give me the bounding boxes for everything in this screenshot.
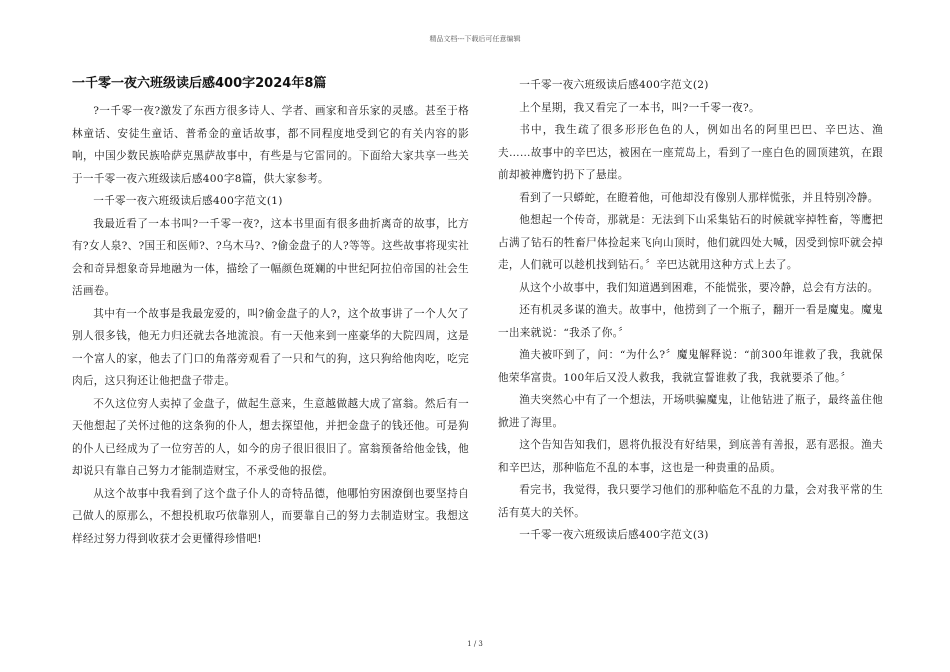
body-paragraph: 看到了一只蟒蛇，在瞪着他，可他却没有像别人那样慌张，并且特别冷静。 [519,191,879,204]
right-column [498,74,883,547]
body-paragraph: 这个告知告知我们，恩将仇报没有好结果，到底善有善报，恶有恶报。渔夫和辛巴达，那种临危不乱的本事，这也是一种贵重的品质。 [498,439,883,474]
intro-paragraph: ?一千零一夜?激发了东西方很多诗人、学者、画家和音乐家的灵感。甚至于格林童话、安徒生童话、普希金的童话故事，都不同程度地受到它的有关内容的影响，中国少数民族哈萨克黑萨故事中，有些是与它雷同的。下面给大家共享一些关于一千零一夜六班级读后感400字8篇，供大家参考。 [72,105,469,185]
body-paragraph: 渔夫被吓到了，问：“为什么?〞魔鬼解释说：“前300年谁救了我，我就保他荣华富贵。100年后又没人救我，我就宣誓谁救了我，我就要杀了他。〞 [498,349,883,384]
section-heading-2: 一千零一夜六班级读后感400字范文(2) [519,79,709,91]
document-title: 一千零一夜六班级读后感400字2024年8篇 [72,76,327,91]
body-paragraph: 其中有一个故事是我最宠爱的，叫?偷金盘子的人?，这个故事讲了一个人欠了别人很多钱，他无力归还就去各地流浪。有一天他来到一座豪华的大院四周，这是一个富人的家，他去了门口的角落旁观看了一只和气的狗，这只狗给他肉吃，吃完肉后，这只狗还让他把盘子带走。 [72,307,469,387]
section-heading-3: 一千零一夜六班级读后感400字范文(3) [519,529,709,541]
body-paragraph: 上个星期，我又看完了一本书，叫?一千零一夜?。 [519,101,760,114]
body-paragraph: 他想起一个传奇，那就是：无法到下山采集钻石的时候就宰掉牲畜，等鹰把占满了钻石的牲畜尸体捡起来飞向山顶时，他们就四处大喊，因受到惊吓就会掉走，人们就可以趁机找到钻石。〞辛巴达就用这种方式上去了。 [498,214,883,271]
body-paragraph: 书中，我生疏了很多形形色色的人，例如出名的阿里巴巴、辛巴达、渔夫……故事中的辛巴达，被困在一座荒岛上，看到了一座白色的圆顶建筑，在跟前却被神鹰钓扔下了悬崖。 [498,124,883,181]
body-paragraph: 从这个小故事中，我们知道遇到困难，不能慌张，要冷静，总会有方法的。 [519,281,879,294]
body-paragraph: 我最近看了一本书叫?一千零一夜?，这本书里面有很多曲折离奇的故事，比方有?女人泉?、?国王和医师?、?乌木马?、?偷金盘子的人?等等。这些故事将现实社会和奇异想象奇异地融为一体，描绘了一幅颜色斑斓的中世纪阿拉伯帝国的社会生活画卷。 [72,217,469,297]
page-header-note: 精品文档---下载后可任意编辑 [429,35,521,43]
body-paragraph: 从这个故事中我看到了这个盘子仆人的奇特品德，他哪怕穷困潦倒也要坚持自己做人的原那么，不想投机取巧依靠别人，而要靠自己的努力去制造财宝。我想这样经过努力得到收获才会更懂得珍惜吧! [72,487,469,545]
page-number: 1 / 3 [467,640,483,648]
body-paragraph: 看完书，我觉得，我只要学习他们的那种临危不乱的力量，会对我平常的生活有莫大的关怀。 [498,484,883,519]
body-paragraph: 还有机灵多谋的渔夫。故事中，他捞到了一个瓶子，翻开一看是魔鬼。魔鬼一出来就说：“我杀了你。〞 [498,304,883,339]
body-paragraph: 不久这位穷人卖掉了金盘子，做起生意来，生意越做越大成了富翁。然后有一天他想起了关怀过他的这条狗的仆人，想去探望他，并把金盘子的钱还他。可是狗的仆人已经成为了一位穷苦的人，如今的房子很旧很旧了。富翁预备给他金钱，他却说只有靠自己努力才能制造财宝，不承受他的报偿。 [72,397,469,477]
section-heading-1: 一千零一夜六班级读后感400字范文(1) [93,195,283,207]
body-paragraph: 渔夫突然心中有了一个想法，开场哄骗魔鬼，让他钻进了瓶子，最终盖住他掀进了海里。 [498,394,883,429]
left-column [72,74,469,550]
